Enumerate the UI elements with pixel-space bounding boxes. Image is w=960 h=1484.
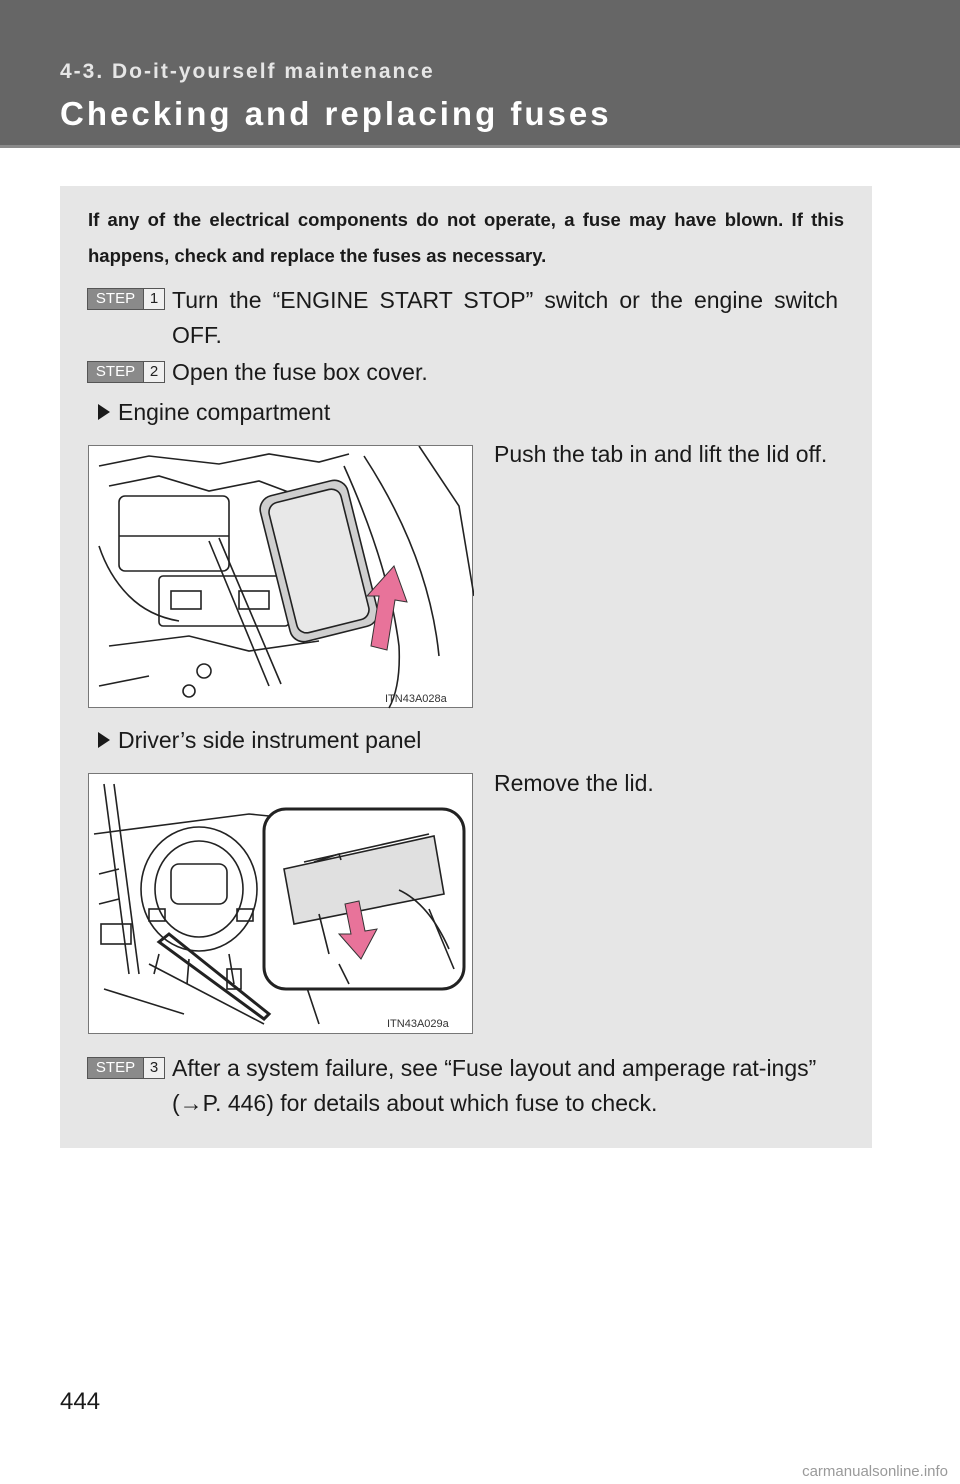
step-badge-label: STEP [95, 363, 136, 380]
intro-text: If any of the electrical components do not operate, a fuse may have blown. If this happens, check and replace the fuses as necessary. [88, 209, 844, 266]
triangle-bullet-icon [98, 404, 110, 420]
page-header [0, 0, 960, 145]
panel-instruction: Remove the lid. [494, 770, 654, 796]
engine-compartment-figure [88, 445, 473, 708]
instrument-panel-figure [88, 773, 473, 1034]
page-number: 444 [60, 1388, 101, 1415]
location-heading-label: Engine compartment [118, 399, 331, 425]
engine-illustration [89, 446, 474, 709]
step-1-badge [87, 288, 165, 310]
step-3-badge [87, 1057, 165, 1079]
figure-id: ITN43A029a [387, 1018, 449, 1030]
location-heading-panel [98, 725, 421, 755]
step-badge-number: 3 [143, 1058, 164, 1078]
watermark: carmanualsonline.info [802, 1463, 948, 1480]
step-badge-number: 1 [143, 289, 164, 309]
header-divider [0, 145, 960, 148]
section-label: 4-3. Do-it-yourself maintenance [60, 60, 435, 83]
location-heading-label: Driver’s side instrument panel [118, 727, 422, 753]
location-heading-engine [98, 397, 330, 427]
step-1-text: Turn the “ENGINE START STOP” switch or the engine switch OFF. [172, 287, 838, 348]
step-3-text: After a system failure, see “Fuse layout and amperage rat-ings” (→P. 446) for details about which fuse to check. [172, 1055, 817, 1116]
step-badge-label: STEP [95, 1059, 136, 1076]
step-2-text: Open the fuse box cover. [172, 359, 428, 385]
step-badge-number: 2 [143, 362, 164, 382]
instrument-panel-illustration [89, 774, 474, 1035]
triangle-bullet-icon [98, 732, 110, 748]
step-badge-label: STEP [95, 290, 136, 307]
figure-id: ITN43A028a [385, 693, 447, 705]
step-2-badge [87, 361, 165, 383]
page-title: Checking and replacing fuses [60, 95, 612, 132]
engine-instruction: Push the tab in and lift the lid off. [494, 441, 828, 467]
